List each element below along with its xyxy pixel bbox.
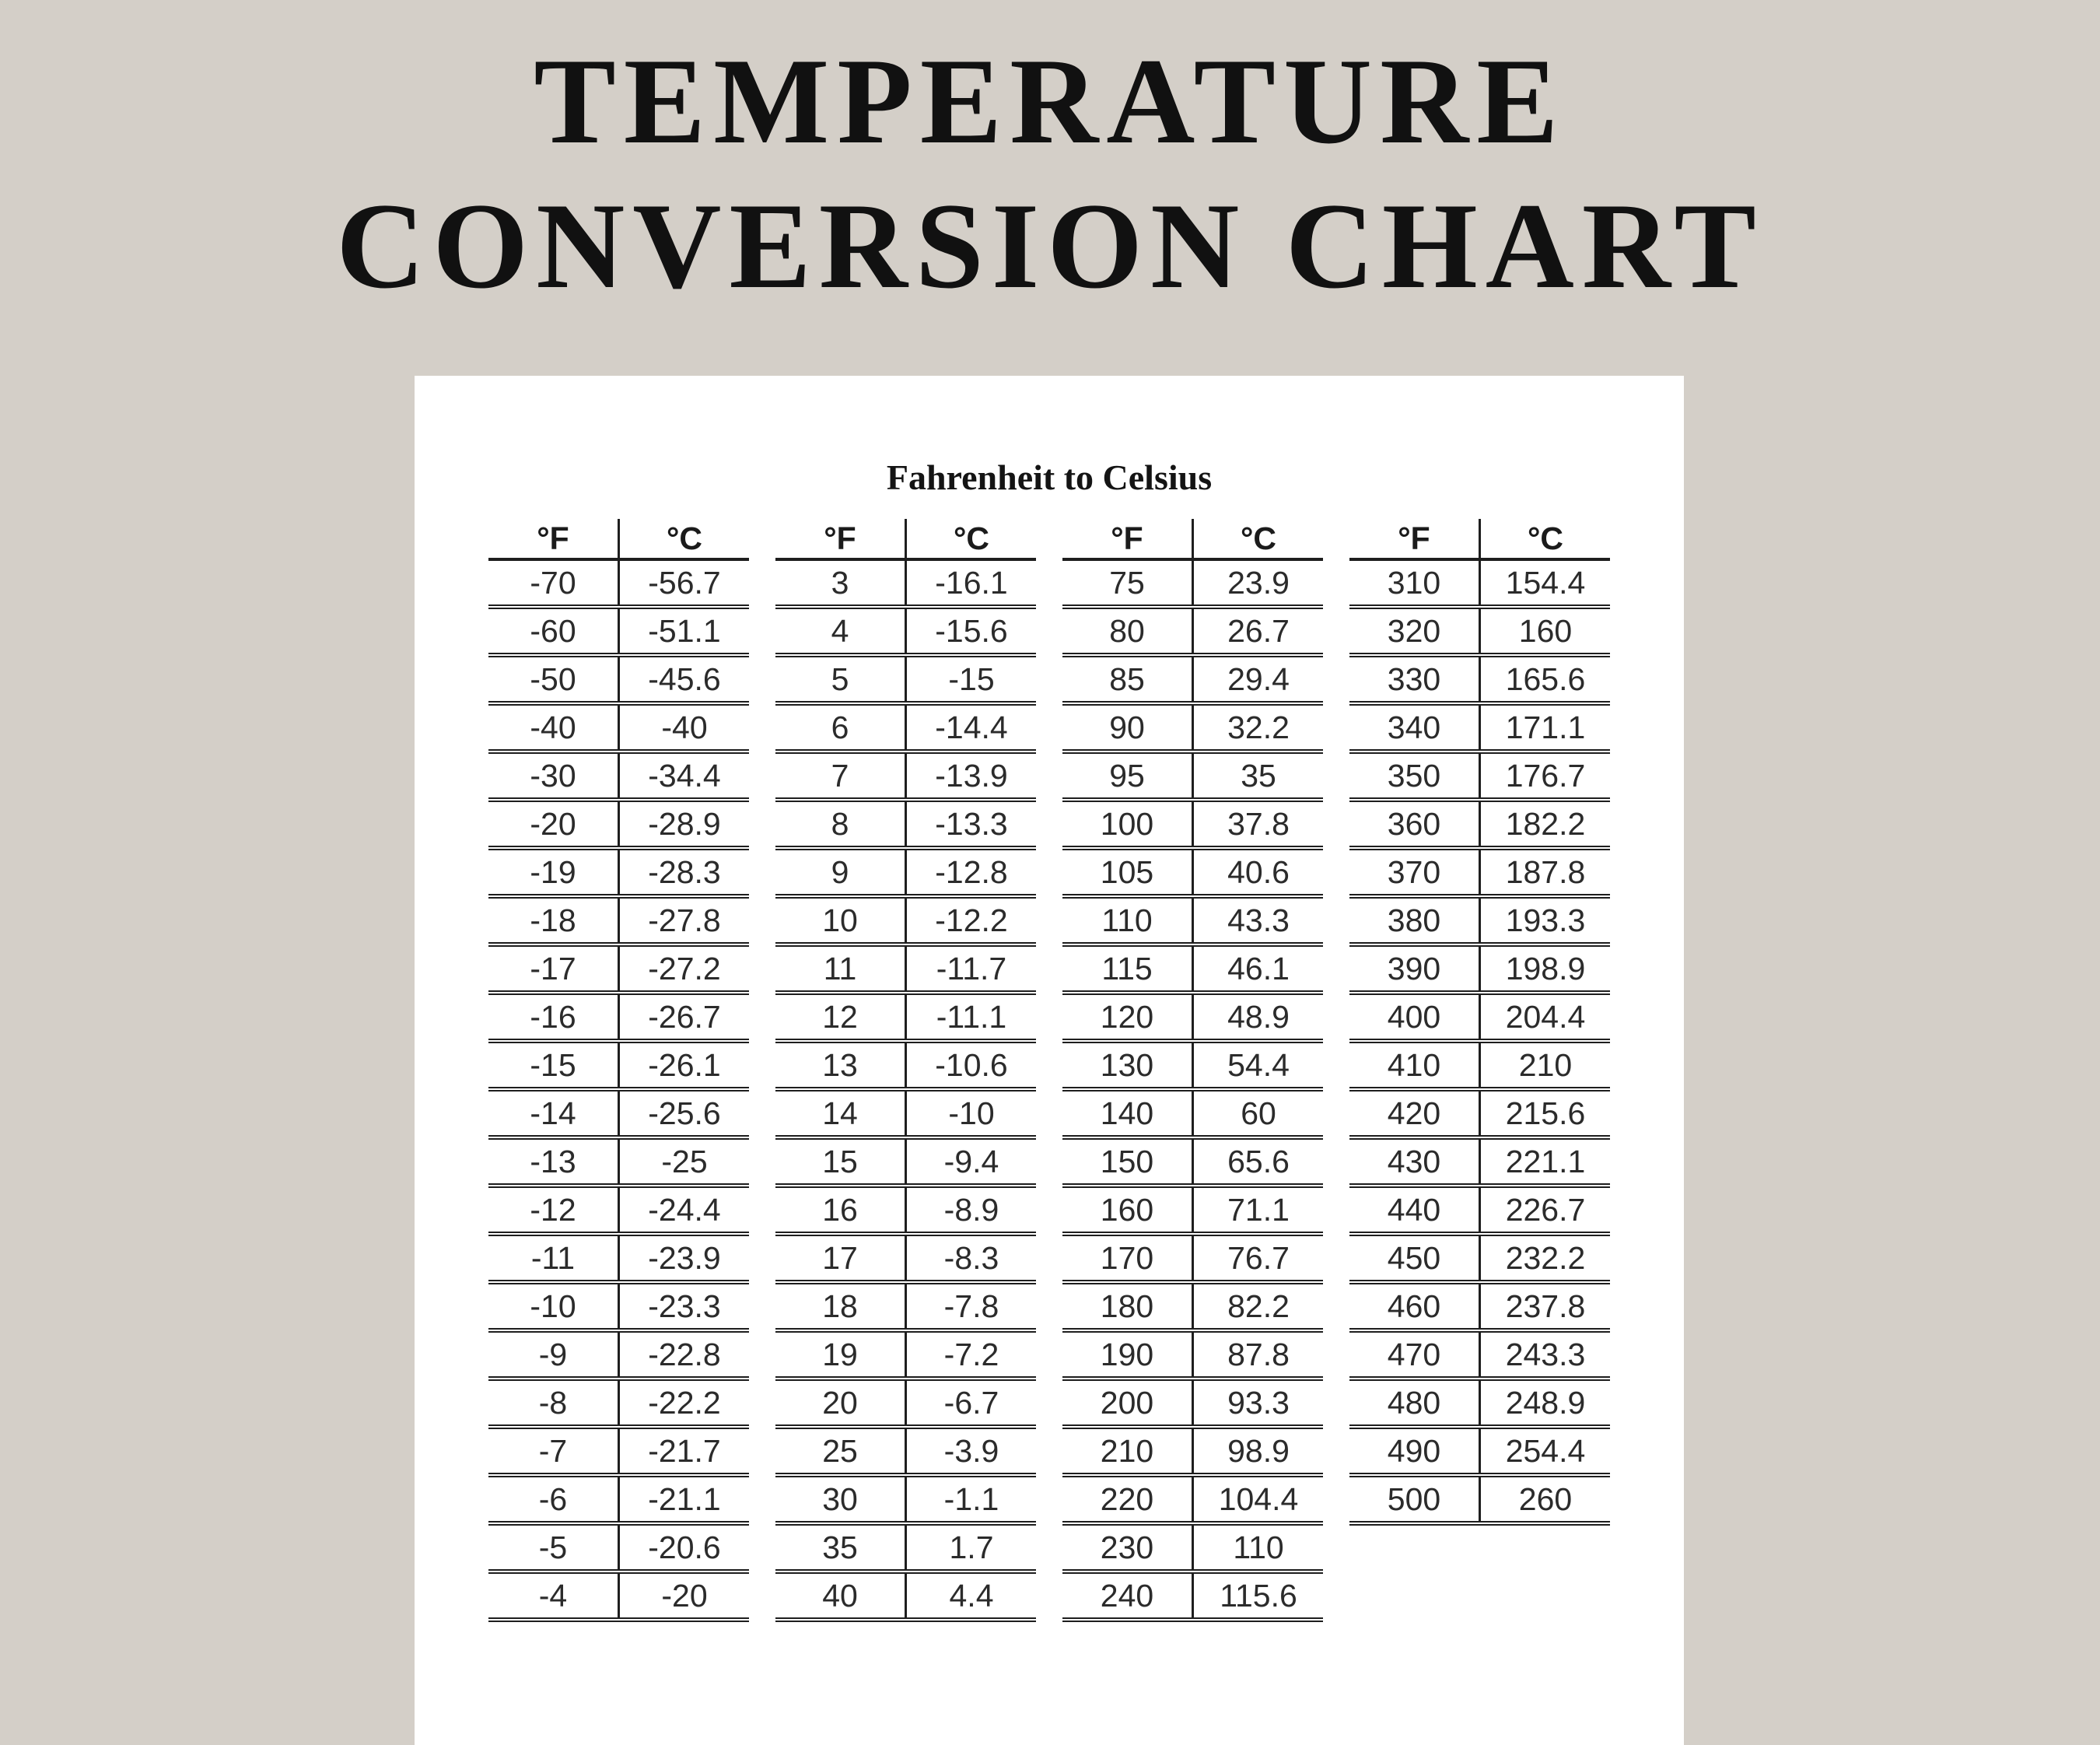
table-row	[1349, 896, 1610, 944]
fahrenheit-value: 410	[1349, 1041, 1480, 1089]
fahrenheit-value: 6	[775, 703, 906, 752]
fahrenheit-value: -10	[488, 1282, 619, 1330]
table-row	[488, 752, 749, 800]
fahrenheit-value: 4	[775, 607, 906, 655]
fahrenheit-value: 3	[775, 559, 906, 607]
header-row	[488, 519, 749, 559]
fahrenheit-value: 390	[1349, 944, 1480, 993]
table-row	[488, 848, 749, 896]
table-row	[1349, 1427, 1610, 1475]
celsius-value: 198.9	[1480, 944, 1611, 993]
table-row	[488, 1282, 749, 1330]
fahrenheit-value: -18	[488, 896, 619, 944]
table-row	[1062, 1427, 1323, 1475]
celsius-value: -16.1	[906, 559, 1037, 607]
table-row	[775, 607, 1036, 655]
table-row	[1349, 1234, 1610, 1282]
table-row	[1349, 993, 1610, 1041]
fahrenheit-value: 105	[1062, 848, 1193, 896]
table-row	[1062, 655, 1323, 703]
celsius-value: -9.4	[906, 1137, 1037, 1186]
table-row	[1349, 752, 1610, 800]
table-row	[1349, 1330, 1610, 1379]
fahrenheit-value: 220	[1062, 1475, 1193, 1523]
table-row	[775, 1523, 1036, 1572]
table-row	[1349, 1041, 1610, 1089]
table-row	[775, 1330, 1036, 1379]
fahrenheit-value: 380	[1349, 896, 1480, 944]
fahrenheit-value: -12	[488, 1186, 619, 1234]
table-row	[1062, 1186, 1323, 1234]
celsius-value: -45.6	[619, 655, 750, 703]
table-row	[1349, 655, 1610, 703]
table-row	[775, 944, 1036, 993]
page-title-line-1: TEMPERATURE	[534, 33, 1566, 170]
celsius-value: -12.2	[906, 896, 1037, 944]
table-row	[488, 1572, 749, 1620]
fahrenheit-value: 30	[775, 1475, 906, 1523]
page-title-line-2: CONVERSION CHART	[336, 178, 1764, 314]
fahrenheit-value: 460	[1349, 1282, 1480, 1330]
table-row	[775, 1427, 1036, 1475]
table-row	[1349, 1379, 1610, 1427]
celsius-value: 54.4	[1193, 1041, 1324, 1089]
celsius-value: -21.1	[619, 1475, 750, 1523]
table-row	[488, 944, 749, 993]
fahrenheit-value: 230	[1062, 1523, 1193, 1572]
table-row	[1349, 1186, 1610, 1234]
celsius-value: 4.4	[906, 1572, 1037, 1620]
celsius-value: 260	[1480, 1475, 1611, 1523]
fahrenheit-value: 480	[1349, 1379, 1480, 1427]
celsius-value: -28.9	[619, 800, 750, 848]
page-title	[0, 0, 2100, 319]
celsius-value: 243.3	[1480, 1330, 1611, 1379]
conversion-table-group-3	[1062, 519, 1323, 1622]
fahrenheit-value: 200	[1062, 1379, 1193, 1427]
fahrenheit-value: 19	[775, 1330, 906, 1379]
fahrenheit-value: 75	[1062, 559, 1193, 607]
celsius-value: -6.7	[906, 1379, 1037, 1427]
table-row	[775, 1234, 1036, 1282]
celsius-value: 1.7	[906, 1523, 1037, 1572]
conversion-tables	[415, 519, 1684, 1622]
fahrenheit-value: 420	[1349, 1089, 1480, 1137]
celsius-value: -27.8	[619, 896, 750, 944]
table-row	[488, 1089, 749, 1137]
celsius-value: -13.3	[906, 800, 1037, 848]
table-row	[488, 896, 749, 944]
table-row	[1349, 1089, 1610, 1137]
table-row	[1062, 944, 1323, 993]
table-row	[1062, 993, 1323, 1041]
fahrenheit-value: -7	[488, 1427, 619, 1475]
fahrenheit-value: 430	[1349, 1137, 1480, 1186]
celsius-value: 210	[1480, 1041, 1611, 1089]
fahrenheit-value: 370	[1349, 848, 1480, 896]
celsius-value: 93.3	[1193, 1379, 1324, 1427]
fahrenheit-value: -19	[488, 848, 619, 896]
fahrenheit-value: -4	[488, 1572, 619, 1620]
celsius-value: 232.2	[1480, 1234, 1611, 1282]
celsius-value: -28.3	[619, 848, 750, 896]
fahrenheit-value: 340	[1349, 703, 1480, 752]
table-row	[1062, 1475, 1323, 1523]
table-row	[1062, 607, 1323, 655]
fahrenheit-value: 310	[1349, 559, 1480, 607]
fahrenheit-value: 10	[775, 896, 906, 944]
table-row	[1062, 1523, 1323, 1572]
celsius-value: -20.6	[619, 1523, 750, 1572]
celsius-value: -13.9	[906, 752, 1037, 800]
fahrenheit-value: -40	[488, 703, 619, 752]
fahrenheit-value: -9	[488, 1330, 619, 1379]
fahrenheit-value: 15	[775, 1137, 906, 1186]
celsius-value: 154.4	[1480, 559, 1611, 607]
celsius-value: -40	[619, 703, 750, 752]
table-row	[1062, 703, 1323, 752]
celsius-value: 43.3	[1193, 896, 1324, 944]
table-row	[1349, 800, 1610, 848]
celsius-value: 204.4	[1480, 993, 1611, 1041]
celsius-value: -3.9	[906, 1427, 1037, 1475]
conversion-table-group-2	[775, 519, 1036, 1622]
fahrenheit-value: 80	[1062, 607, 1193, 655]
celsius-value: 115.6	[1193, 1572, 1324, 1620]
celsius-value: 65.6	[1193, 1137, 1324, 1186]
fahrenheit-value: -70	[488, 559, 619, 607]
table-row	[1062, 1234, 1323, 1282]
fahrenheit-value: -14	[488, 1089, 619, 1137]
celsius-value: -11.1	[906, 993, 1037, 1041]
header-row	[775, 519, 1036, 559]
fahrenheit-value: 210	[1062, 1427, 1193, 1475]
fahrenheit-column-header: °F	[488, 519, 619, 559]
celsius-value: 35	[1193, 752, 1324, 800]
celsius-value: -24.4	[619, 1186, 750, 1234]
celsius-value: 160	[1480, 607, 1611, 655]
table-row	[775, 1041, 1036, 1089]
table-row	[775, 993, 1036, 1041]
fahrenheit-value: -50	[488, 655, 619, 703]
fahrenheit-column-header: °F	[775, 519, 906, 559]
table-row	[775, 1186, 1036, 1234]
table-row	[775, 752, 1036, 800]
header-row	[1349, 519, 1610, 559]
table-row	[1349, 1282, 1610, 1330]
table-row	[1349, 1137, 1610, 1186]
celsius-value: -34.4	[619, 752, 750, 800]
fahrenheit-value: 150	[1062, 1137, 1193, 1186]
fahrenheit-value: 20	[775, 1379, 906, 1427]
fahrenheit-value: -11	[488, 1234, 619, 1282]
celsius-value: 82.2	[1193, 1282, 1324, 1330]
fahrenheit-value: 115	[1062, 944, 1193, 993]
fahrenheit-value: 85	[1062, 655, 1193, 703]
table-row	[488, 1475, 749, 1523]
table-row	[488, 607, 749, 655]
fahrenheit-value: 450	[1349, 1234, 1480, 1282]
table-row	[1062, 752, 1323, 800]
table-row	[775, 1282, 1036, 1330]
table-row	[1349, 559, 1610, 607]
fahrenheit-value: 25	[775, 1427, 906, 1475]
fahrenheit-value: -16	[488, 993, 619, 1041]
fahrenheit-value: 7	[775, 752, 906, 800]
celsius-value: -7.2	[906, 1330, 1037, 1379]
celsius-value: 248.9	[1480, 1379, 1611, 1427]
celsius-value: 110	[1193, 1523, 1324, 1572]
celsius-value: 182.2	[1480, 800, 1611, 848]
fahrenheit-value: 16	[775, 1186, 906, 1234]
table-row	[775, 1475, 1036, 1523]
header-row	[1062, 519, 1323, 559]
table-row	[1062, 1137, 1323, 1186]
celsius-value: 48.9	[1193, 993, 1324, 1041]
table-row	[1349, 703, 1610, 752]
fahrenheit-value: 120	[1062, 993, 1193, 1041]
celsius-value: -25.6	[619, 1089, 750, 1137]
celsius-value: -12.8	[906, 848, 1037, 896]
fahrenheit-value: 180	[1062, 1282, 1193, 1330]
celsius-value: -10.6	[906, 1041, 1037, 1089]
celsius-value: 215.6	[1480, 1089, 1611, 1137]
celsius-value: 40.6	[1193, 848, 1324, 896]
fahrenheit-value: 12	[775, 993, 906, 1041]
fahrenheit-value: -6	[488, 1475, 619, 1523]
celsius-value: 187.8	[1480, 848, 1611, 896]
fahrenheit-value: 5	[775, 655, 906, 703]
table-row	[488, 800, 749, 848]
celsius-value: -8.9	[906, 1186, 1037, 1234]
table-row	[1349, 607, 1610, 655]
fahrenheit-value: 100	[1062, 800, 1193, 848]
celsius-column-header: °C	[1480, 519, 1611, 559]
table-row	[775, 655, 1036, 703]
celsius-column-header: °C	[906, 519, 1037, 559]
celsius-value: 76.7	[1193, 1234, 1324, 1282]
fahrenheit-value: 35	[775, 1523, 906, 1572]
table-row	[1062, 1379, 1323, 1427]
celsius-value: 32.2	[1193, 703, 1324, 752]
celsius-value: 98.9	[1193, 1427, 1324, 1475]
fahrenheit-value: -15	[488, 1041, 619, 1089]
celsius-value: -8.3	[906, 1234, 1037, 1282]
fahrenheit-value: 9	[775, 848, 906, 896]
celsius-value: -20	[619, 1572, 750, 1620]
celsius-value: -26.1	[619, 1041, 750, 1089]
table-row	[1062, 1089, 1323, 1137]
celsius-value: -22.8	[619, 1330, 750, 1379]
fahrenheit-value: 130	[1062, 1041, 1193, 1089]
table-row	[488, 703, 749, 752]
table-row	[775, 1379, 1036, 1427]
celsius-value: -15.6	[906, 607, 1037, 655]
table-row	[1349, 1475, 1610, 1523]
celsius-value: -56.7	[619, 559, 750, 607]
table-row	[1062, 800, 1323, 848]
fahrenheit-value: 17	[775, 1234, 906, 1282]
celsius-value: -14.4	[906, 703, 1037, 752]
fahrenheit-value: 95	[1062, 752, 1193, 800]
table-row	[775, 848, 1036, 896]
fahrenheit-value: 40	[775, 1572, 906, 1620]
table-row	[488, 1234, 749, 1282]
celsius-value: -27.2	[619, 944, 750, 993]
celsius-value: -26.7	[619, 993, 750, 1041]
celsius-value: 221.1	[1480, 1137, 1611, 1186]
table-title: Fahrenheit to Celsius	[886, 457, 1213, 497]
conversion-table-group-1	[488, 519, 749, 1622]
celsius-value: -10	[906, 1089, 1037, 1137]
fahrenheit-column-header: °F	[1062, 519, 1193, 559]
celsius-value: 37.8	[1193, 800, 1324, 848]
table-row	[488, 993, 749, 1041]
table-row	[1349, 944, 1610, 993]
celsius-value: 254.4	[1480, 1427, 1611, 1475]
celsius-value: -15	[906, 655, 1037, 703]
fahrenheit-value: -60	[488, 607, 619, 655]
fahrenheit-value: 490	[1349, 1427, 1480, 1475]
fahrenheit-value: 18	[775, 1282, 906, 1330]
celsius-value: 46.1	[1193, 944, 1324, 993]
table-row	[488, 1379, 749, 1427]
celsius-value: -22.2	[619, 1379, 750, 1427]
table-row	[775, 800, 1036, 848]
fahrenheit-value: 320	[1349, 607, 1480, 655]
celsius-value: -1.1	[906, 1475, 1037, 1523]
celsius-value: 71.1	[1193, 1186, 1324, 1234]
table-row	[1062, 1041, 1323, 1089]
celsius-value: -7.8	[906, 1282, 1037, 1330]
celsius-value: 26.7	[1193, 607, 1324, 655]
fahrenheit-value: 160	[1062, 1186, 1193, 1234]
fahrenheit-column-header: °F	[1349, 519, 1480, 559]
fahrenheit-value: 140	[1062, 1089, 1193, 1137]
celsius-value: -23.3	[619, 1282, 750, 1330]
table-row	[488, 559, 749, 607]
document-card	[415, 376, 1684, 1745]
celsius-value: -11.7	[906, 944, 1037, 993]
celsius-column-header: °C	[619, 519, 750, 559]
celsius-value: 193.3	[1480, 896, 1611, 944]
fahrenheit-value: -8	[488, 1379, 619, 1427]
fahrenheit-value: 350	[1349, 752, 1480, 800]
fahrenheit-value: 330	[1349, 655, 1480, 703]
celsius-value: -51.1	[619, 607, 750, 655]
celsius-value: -21.7	[619, 1427, 750, 1475]
celsius-value: 165.6	[1480, 655, 1611, 703]
table-row	[1062, 896, 1323, 944]
fahrenheit-value: -5	[488, 1523, 619, 1572]
table-row	[1062, 1282, 1323, 1330]
table-row	[488, 655, 749, 703]
fahrenheit-value: 470	[1349, 1330, 1480, 1379]
table-row	[488, 1137, 749, 1186]
table-row	[1062, 1330, 1323, 1379]
fahrenheit-value: 110	[1062, 896, 1193, 944]
fahrenheit-value: 170	[1062, 1234, 1193, 1282]
celsius-value: 176.7	[1480, 752, 1611, 800]
fahrenheit-value: -13	[488, 1137, 619, 1186]
celsius-column-header: °C	[1193, 519, 1324, 559]
celsius-value: -23.9	[619, 1234, 750, 1282]
table-row	[488, 1186, 749, 1234]
conversion-table-group-4	[1349, 519, 1610, 1526]
celsius-value: 29.4	[1193, 655, 1324, 703]
fahrenheit-value: -20	[488, 800, 619, 848]
celsius-value: -25	[619, 1137, 750, 1186]
fahrenheit-value: 14	[775, 1089, 906, 1137]
table-row	[1062, 559, 1323, 607]
fahrenheit-value: 440	[1349, 1186, 1480, 1234]
fahrenheit-value: 240	[1062, 1572, 1193, 1620]
fahrenheit-value: 400	[1349, 993, 1480, 1041]
fahrenheit-value: 13	[775, 1041, 906, 1089]
celsius-value: 23.9	[1193, 559, 1324, 607]
table-row	[488, 1041, 749, 1089]
table-row	[775, 1089, 1036, 1137]
table-row	[775, 559, 1036, 607]
fahrenheit-value: 500	[1349, 1475, 1480, 1523]
fahrenheit-value: -17	[488, 944, 619, 993]
celsius-value: 171.1	[1480, 703, 1611, 752]
table-row	[775, 896, 1036, 944]
table-row	[775, 1572, 1036, 1620]
celsius-value: 60	[1193, 1089, 1324, 1137]
table-row	[775, 703, 1036, 752]
fahrenheit-value: 11	[775, 944, 906, 993]
fahrenheit-value: 360	[1349, 800, 1480, 848]
fahrenheit-value: 190	[1062, 1330, 1193, 1379]
table-row	[1349, 848, 1610, 896]
fahrenheit-value: -30	[488, 752, 619, 800]
table-row	[488, 1427, 749, 1475]
table-row	[488, 1523, 749, 1572]
celsius-value: 237.8	[1480, 1282, 1611, 1330]
celsius-value: 226.7	[1480, 1186, 1611, 1234]
table-row	[1062, 1572, 1323, 1620]
fahrenheit-value: 8	[775, 800, 906, 848]
fahrenheit-value: 90	[1062, 703, 1193, 752]
table-row	[775, 1137, 1036, 1186]
table-row	[1062, 848, 1323, 896]
celsius-value: 104.4	[1193, 1475, 1324, 1523]
celsius-value: 87.8	[1193, 1330, 1324, 1379]
table-row	[488, 1330, 749, 1379]
